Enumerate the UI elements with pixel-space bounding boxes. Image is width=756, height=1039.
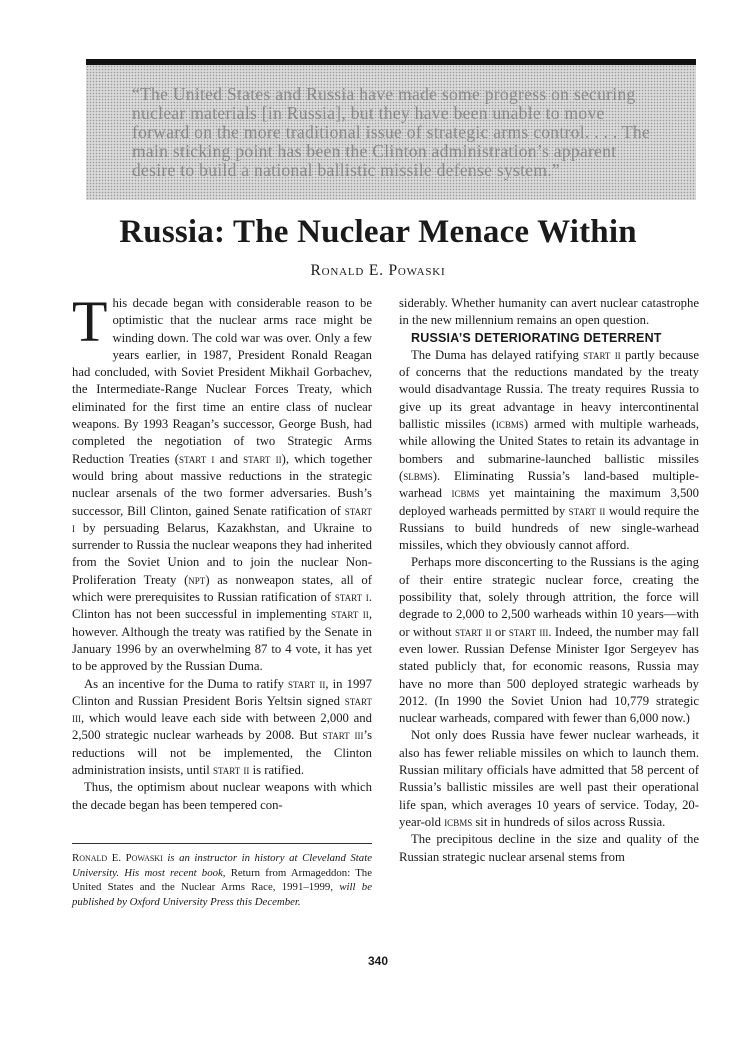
- paragraph-1: [72, 289, 372, 676]
- article-title: Russia: The Nuclear Menace Within: [119, 214, 637, 250]
- bio-author-name: Ronald E. Powaski: [72, 852, 163, 864]
- footnote-rule: [72, 843, 372, 844]
- paragraph-5: Perhaps more disconcerting to the Russians is the aging of their entire strategic nuclear force, creating the possibility that, solely through attrition, the force will degrade to 2,000 to 2,500 warheads within 10 years—with or without start ii or start iii. Indeed, the number may fall even lower. Russian Defense Minister Igor Sergeyev has stated publicly that, for economic reasons, Russia may have no more than 500 deployed strategic warheads by 2012. (In 1990 the Soviet Union had 10,779 strategic nuclear warheads, compared with fewer than 6,000 now.): [399, 555, 699, 726]
- bio-tail: will be published by Oxford University Press this December.: [72, 881, 372, 908]
- paragraph-6: Not only does Russia have fewer nuclear warheads, it also has fewer reliable missiles on which to launch them. Russian military officials have admitted that 58 percent of Russia’s ballistic missiles are well past their operational life span, which averages 10 years of service. Today, 20-year-old icbms sit in hundreds of silos across Russia.: [399, 728, 699, 829]
- bio-book-title: Return from Armageddon: The United States and the Nuclear Arms Race, 1991–1999,: [72, 866, 372, 894]
- right-column: [399, 295, 699, 866]
- bio-text: is an instructor in history at Cleveland State University. His most recent book,: [72, 852, 372, 879]
- drop-cap: T: [72, 289, 108, 354]
- paragraph-7: The precipitous decline in the size and quality of the Russian strategic nuclear arsenal stems from: [399, 832, 699, 864]
- paragraph-2: As an incentive for the Duma to ratify start ii, in 1997 Clinton and Russian President Boris Yeltsin signed start iii, which would leave each side with between 2,000 and 2,500 strategic nuclear warheads by 2008. But start iii’s reductions will not be implemented, the Clinton administration insists, until start ii is ratified.: [72, 676, 373, 778]
- paragraph-4: The Duma has delayed ratifying start ii partly because of concerns that the reductions mandated by the treaty would disadvantage Russia. The treaty requires Russia to give up its great advantage in heavy intercontinental ballistic missiles (icbms) armed with multiple warheads, while allowing the United States to retain its advantage in bombers and submarine-launched ballistic missiles (slbms). Eliminating Russia’s land-based multiple-warhead icbms yet maintaining the maximum 3,500 deployed warheads permitted by start ii would require the Russians to build hundreds of new single-warhead missiles, which they obviously cannot afford.: [399, 347, 699, 553]
- paragraph-3: Thus, the optimism about nuclear weapons with which the decade began has been tempered con-: [72, 780, 372, 812]
- left-column: [72, 289, 373, 814]
- author-bio: [72, 851, 372, 909]
- paragraph-continued: siderably. Whether humanity can avert nuclear catastrophe in the new millennium remains an open question.: [399, 296, 699, 328]
- section-heading: RUSSIA’S DETERIORATING DETERRENT: [411, 330, 662, 345]
- pull-quote: “The United States and Russia have made some progress on securing nuclear materials [in Russia], but they have been unable to move forward on the more traditional issue of strategic arms control. . . . The main sticking point has been the Clinton administration’s apparent desire to build a national ballistic missile defense system.”: [132, 84, 651, 180]
- paragraph-1-text: his decade began with considerable reason to be optimistic that the nuclear arms race might be winding down. The cold war was over. Only a few years earlier, in 1987, President Ronald Reagan had concluded, with Soviet President Mikhail Gorbachev, the Intermediate-Range Nuclear Forces Treaty, which eliminated for the first time an entire class of nuclear weapons. By 1993 Reagan’s successor, George Bush, had completed the negotiation of two Strategic Arms Reduction Treaties (start i and start ii), which together would bring about massive reductions in the strategic nuclear arsenals of the two former adversaries. Bush’s successor, Bill Clinton, gained Senate ratification of start i by persuading Belarus, Kazakhstan, and Ukraine to surrender to Russia the nuclear weapons they had inherited from the Soviet Union and to join the nuclear Non-Proliferation Treaty (npt) as nonweapon states, all of which were prerequisites to Russian ratification of start i. Clinton has not been successful in implementing start ii, however. Although the treaty was ratified by the Senate in January 1996 by an overwhelming 87 to 4 vote, it has yet to be approved by the Russian Duma.: [72, 296, 372, 674]
- pull-quote-box: [86, 65, 696, 200]
- article-author: Ronald E. Powaski: [310, 262, 446, 279]
- page-number: 340: [367, 954, 389, 968]
